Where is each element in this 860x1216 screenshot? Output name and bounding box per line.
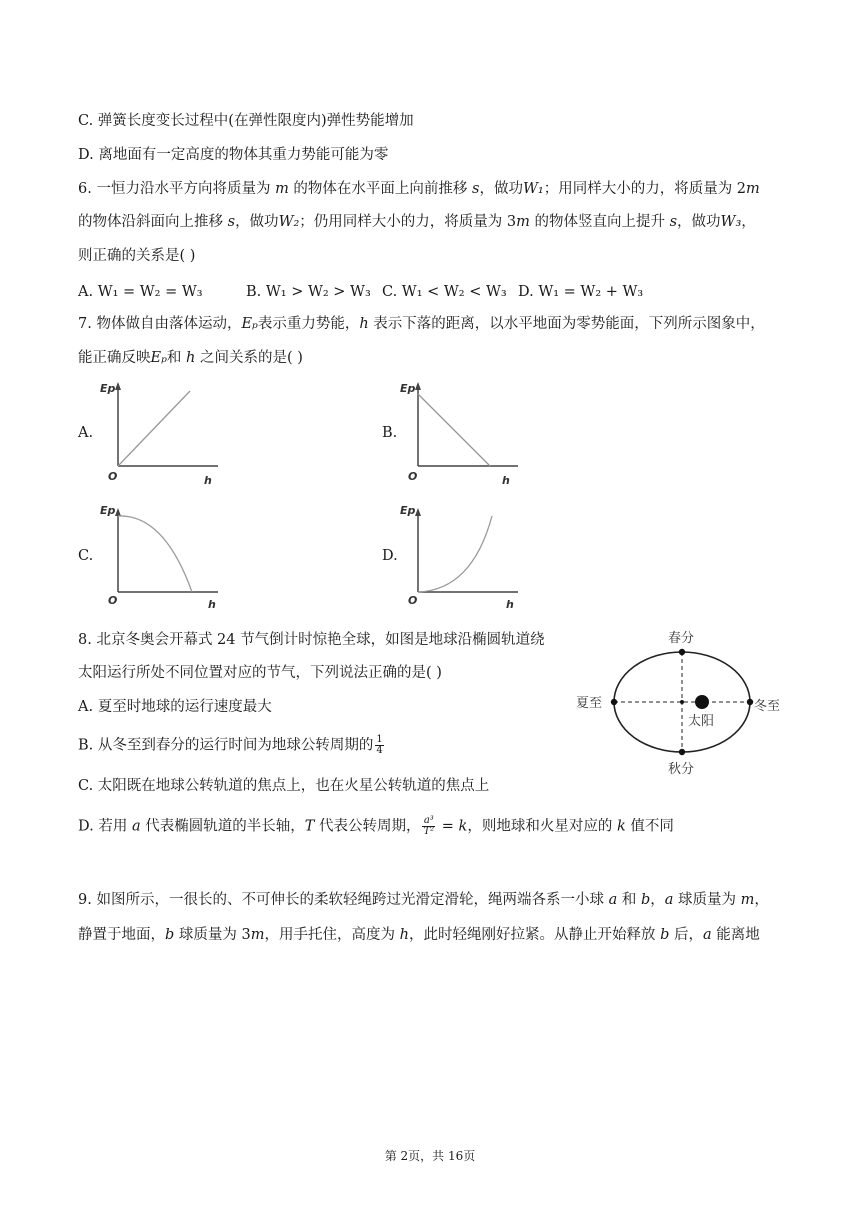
fraction: $\frac{1}{4}$ [376, 734, 383, 756]
sun-icon [695, 695, 709, 709]
x-axis-label: h [506, 598, 514, 611]
graph-label-b: B. [382, 425, 398, 441]
origin-label: O [408, 470, 418, 483]
q6-option-c: C. W₁ < W₂ < W₃ [382, 284, 507, 300]
spring-label: 春分 [668, 631, 695, 646]
winter-label: 冬至 [754, 699, 781, 714]
q6-line-2: 的物体沿斜面向上推移 s，做功W₂；仍用同样大小的力，将质量为 3m 的物体竖直向上提升 s，做功W₃， [78, 214, 756, 230]
q7-line-2: 能正确反映Eₚ和 h 之间关系的是( ) [78, 350, 303, 366]
graph-c [96, 500, 226, 612]
autumn-label: 秋分 [668, 762, 695, 777]
sun-label: 太阳 [688, 714, 715, 729]
q8-line-2: 太阳运行所处不同位置对应的节气，下列说法正确的是( ) [78, 665, 442, 681]
graph-a [96, 378, 226, 490]
graph-curve [118, 391, 190, 466]
graph-d [396, 500, 526, 612]
page-footer: 第 2页，共 16页 [384, 1149, 476, 1163]
graph-curve [118, 516, 192, 592]
q6-option-d: D. W₁ = W₂ + W₃ [518, 284, 644, 300]
summer-point [611, 699, 617, 705]
q8-option-d: D. 若用 a 代表椭圆轨道的半长轴，T 代表公转周期， $\frac{\text{a³}}{\text{T²}}$ = k，则地球和火星对应的 k 值不同 [78, 815, 674, 837]
y-arrow-icon [415, 382, 421, 390]
y-axis-label: Ep [100, 382, 116, 395]
q8-option-b: B. 从冬至到春分的运行时间为地球公转周期的 $\frac{1}{4}$ [78, 734, 383, 756]
q7-line-1: 7. 物体做自由落体运动，Eₚ表示重力势能，h 表示下落的距离，以水平地面为零势能面，下列所示图象中， [78, 316, 765, 332]
y-arrow-icon [115, 382, 121, 390]
origin-label: O [108, 594, 118, 607]
graph-b [396, 378, 526, 490]
autumn-point [679, 749, 685, 755]
option-d-q5: D. 离地面有一定高度的物体其重力势能可能为零 [78, 147, 389, 163]
graph-curve [418, 394, 490, 466]
q9-line-1: 9. 如图所示，一很长的、不可伸长的柔软轻绳跨过光滑定滑轮，绳两端各系一小球 a 和 b，a 球质量为 m， [78, 892, 769, 908]
q8-option-c: C. 太阳既在地球公转轨道的焦点上，也在火星公转轨道的焦点上 [78, 778, 490, 794]
q9-line-2: 静置于地面，b 球质量为 3m，用手托住，高度为 h，此时轻绳刚好拉紧。从静止开始释放 b 后，a 能离地 [78, 927, 760, 943]
center-point [680, 700, 684, 704]
y-axis-label: Ep [100, 504, 116, 517]
x-axis-label: h [502, 474, 510, 487]
y-axis-label: Ep [400, 504, 416, 517]
orbit-diagram [568, 622, 788, 782]
graph-label-a: A. [78, 425, 94, 441]
spring-point [679, 649, 685, 655]
y-axis-label: Ep [400, 382, 416, 395]
origin-label: O [108, 470, 118, 483]
q6-option-b: B. W₁ > W₂ > W₃ [246, 284, 371, 300]
q6-line-1: 6. 一恒力沿水平方向将质量为 m 的物体在水平面上向前推移 s，做功W₁；用同样大小的力，将质量为 2m [78, 181, 760, 197]
x-axis-label: h [204, 474, 212, 487]
winter-point [747, 699, 753, 705]
graph-curve [418, 516, 492, 592]
summer-label: 夏至 [576, 696, 603, 711]
x-axis-label: h [208, 598, 216, 611]
origin-label: O [408, 594, 418, 607]
q8-option-a: A. 夏至时地球的运行速度最大 [78, 699, 272, 715]
graph-label-c: C. [78, 548, 94, 564]
graph-label-d: D. [382, 548, 398, 564]
q6-line-3: 则正确的关系是( ) [78, 248, 196, 264]
y-arrow-icon [415, 508, 421, 516]
option-c-q5: C. 弹簧长度变长过程中(在弹性限度内)弹性势能增加 [78, 113, 414, 129]
q8-line-1: 8. 北京冬奥会开幕式 24 节气倒计时惊艳全球，如图是地球沿椭圆轨道绕 [78, 632, 545, 648]
y-arrow-icon [115, 508, 121, 516]
q6-option-a: A. W₁ = W₂ = W₃ [78, 284, 203, 300]
fraction: $\frac{\text{a³}}{\text{T²}}$ [423, 815, 435, 837]
